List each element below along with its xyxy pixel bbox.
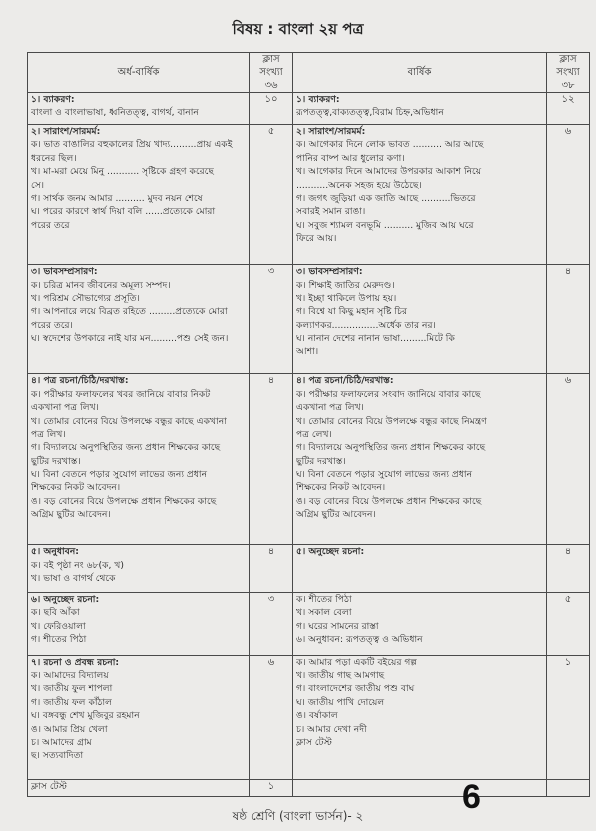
left-topic-cell: [28, 780, 250, 797]
right-topic-cell: [293, 545, 547, 592]
right-topic-cell: [293, 125, 547, 265]
right-class-count: ৪: [547, 265, 590, 374]
right-topic-cell: [293, 592, 547, 655]
left-topic-line: খ। মা-মরা মেয়ে মিনু ........... সৃষ্টিকে গ্রহণ করেছে: [31, 166, 214, 178]
left-topic-line: ২। সারাংশ/সারমর্ম:: [31, 126, 101, 138]
left-topic-line: ধরনের ছিল।: [31, 152, 77, 164]
left-class-count: ৫: [250, 125, 293, 265]
left-topic-line: খ। পরিশ্রম সৌভাগ্যের প্রসূতি।: [31, 292, 140, 304]
table-row: [28, 93, 590, 125]
left-topic-line: শিক্ষকের নিকট আবেদন।: [31, 482, 121, 494]
right-topic-line: পত্র লেখ।: [296, 428, 332, 440]
left-topic-line: গ। বিদ্যালয়ে অনুপস্থিতির জন্য প্রধান শিক্ষকের কাছে: [31, 442, 221, 454]
left-topic-line: গ। জাতীয় ফল কাঁঠাল: [31, 696, 112, 708]
left-topic-line: ক। পরীক্ষার ফলাফলের খবর জানিয়ে বাবার নিকট: [31, 388, 211, 400]
page-title: বিষয় : বাংলা ২য় পত্র: [232, 20, 364, 38]
left-topic-line: ছ। সত্যবাদিতা: [31, 750, 84, 762]
class-count-header-left: ক্লাস সংখ্যা ৩৬: [250, 53, 293, 93]
right-topic-line: খ। জাতীয় গাছ আমগাছ: [296, 670, 385, 682]
right-topic-line: [296, 780, 543, 793]
right-topic-line: পানির বাষ্প আর ধুলোর কণা।: [296, 152, 405, 164]
right-topic-line: ৬। অনুধাবন: রূপতত্ত্ব ও অভিধান: [296, 633, 423, 645]
right-topic-line: ক। পরীক্ষার ফলাফলের সংবাদ জানিয়ে বাবার কাছে: [296, 388, 481, 400]
left-topic-cell: [28, 655, 250, 780]
right-topic-line: ১। ব্যাকরণ:: [296, 94, 340, 105]
left-topic-cell: [28, 265, 250, 374]
left-class-count: ৩: [250, 592, 293, 655]
right-topic-line: গ। জগৎ জুড়িয়া এক জাতি আছে ..........ভিতরে: [296, 192, 476, 204]
right-topic-line: ...........অনেক সহজ হয়ে উঠেছে।: [296, 179, 422, 191]
left-topic-line: ৭। রচনা ও প্রবন্ধ রচনা:: [31, 656, 120, 668]
right-class-count: ৬: [547, 125, 590, 265]
left-topic-line: ক। বই পৃষ্ঠা নং ৬৮(ক, খ): [31, 559, 125, 571]
left-topic-cell: [28, 592, 250, 655]
right-topic-line: ক্লাস টেস্ট: [296, 737, 332, 749]
left-topic-line: ক্লাস টেস্ট: [31, 781, 67, 793]
right-topic-line: একখানা পত্র লিখ।: [296, 402, 364, 414]
right-topic-cell: [293, 374, 547, 545]
right-topic-line: খ। আগেকার দিনে আমাদের উপরকার আকাশ নিয়ে: [296, 166, 482, 178]
right-class-count: ৪: [547, 545, 590, 592]
right-class-count: ১২: [547, 93, 590, 125]
left-topic-line: সে।: [31, 179, 45, 191]
right-topic-line: ফিরে আয়।: [296, 233, 337, 245]
right-topic-line: ক। শিক্ষাই জাতির মেরুদণ্ড।: [296, 279, 395, 291]
left-topic-line: পরের তরে: [31, 219, 70, 231]
right-topic-line: খ। সকাল বেলা: [296, 607, 352, 619]
left-topic-line: ৪। পত্র রচনা/চিঠি/দরখাস্ত:: [31, 375, 129, 387]
left-topic-line: ছুটির দরখাস্ত।: [31, 455, 81, 467]
right-topic-line: ৫। অনুচ্ছেদ রচনা:: [296, 546, 365, 558]
left-topic-line: অগ্রিম ছুটির আবেদন।: [31, 509, 111, 521]
table-header-row: [28, 53, 590, 93]
right-topic-line: ছুটির দরখাস্ত।: [296, 455, 346, 467]
left-topic-line: ১। ব্যাকরণ:: [31, 94, 75, 105]
left-topic-line: গ। শীতের পিঠা: [31, 633, 87, 645]
left-topic-line: একখানা পত্র লিখ।: [31, 402, 99, 414]
right-class-count: ৫: [547, 592, 590, 655]
right-topic-line: ঘ। সবুজ শ্যামল বনভূমি .......... মুজিব আয় ঘরে: [296, 219, 474, 231]
left-topic-line: ঘ। পরের কারণে স্বার্থ দিয়া বলি ......প্রত্যেকে মোরা: [31, 206, 216, 218]
left-topic-line: খ। ফেরিওয়ালা: [31, 620, 86, 632]
left-topic-line: ঘ। বিনা বেতনে পড়ার সুযোগ লাভের জন্য প্রধান: [31, 469, 208, 481]
right-topic-line: চ। আমার দেখা নদী: [296, 723, 367, 735]
left-topic-line: ঙ। আমার প্রিয় খেলা: [31, 723, 108, 735]
right-topic-line: ক। আগেকার দিনে লোক ভাবত .......... আর আছে: [296, 139, 484, 151]
left-topic-cell: [28, 125, 250, 265]
right-topic-line: অগ্রিম ছুটির আবেদন।: [296, 509, 376, 521]
right-topic-line: গ। বিশ্বে যা কিছু মহান সৃষ্টি চির: [296, 306, 408, 318]
table-row: [28, 374, 590, 545]
left-topic-line: ক। চরিত্র মানব জীবনের অমূল্য সম্পদ।: [31, 279, 171, 291]
half-yearly-header: অর্ধ-বার্ষিক: [28, 53, 250, 93]
left-topic-cell: [28, 545, 250, 592]
left-topic-line: খ। জাতীয় ফুল শাপলা: [31, 683, 113, 695]
left-topic-line: চ। আমাদের গ্রাম: [31, 737, 92, 749]
right-topic-line: সবারই সমান রাঙা।: [296, 206, 366, 218]
left-topic-line: খ। ভাষা ও বাগর্থ থেকে: [31, 573, 116, 585]
left-topic-line: বাংলা ও বাংলাভাষা, ধ্বনিতত্ত্ব, বাগর্থ, বানান: [31, 107, 199, 119]
right-topic-line: খ। ইচ্ছা থাকিলে উপায় হয়।: [296, 292, 397, 304]
left-topic-line: ঙ। বড় বোনের বিয়ে উপলক্ষে প্রধান শিক্ষকের কাছে: [31, 495, 217, 507]
left-topic-line: ৫। অনুধাবন:: [31, 546, 79, 558]
right-topic-line: ৪। পত্র রচনা/চিঠি/দরখাস্ত:: [296, 375, 394, 387]
right-class-count: ১: [547, 655, 590, 780]
table-row: [28, 125, 590, 265]
right-topic-line: ক। আমার পড়া একটি বইয়ের গল্প: [296, 656, 417, 668]
right-topic-line: ঘ। নানান দেশের নানান ভাষা.........মিটে কি: [296, 333, 455, 345]
table-row: [28, 545, 590, 592]
left-topic-line: ক। ছবি আঁকা: [31, 607, 80, 619]
left-class-count: ৩: [250, 265, 293, 374]
table-row: [28, 592, 590, 655]
right-topic-line: ক। শীতের পিঠা: [296, 593, 352, 605]
right-topic-line: ঘ। বিনা বেতনে পড়ার সুযোগ লাভের জন্য প্রধান: [296, 469, 473, 481]
left-topic-cell: [28, 93, 250, 125]
right-topic-line: গ। ঘরের সামনের রাস্তা: [296, 620, 379, 632]
right-class-count: ৬: [547, 374, 590, 545]
left-class-count: ৪: [250, 374, 293, 545]
left-topic-cell: [28, 374, 250, 545]
right-class-count: [547, 780, 590, 797]
yearly-header: বার্ষিক: [293, 53, 547, 93]
left-class-count: ১: [250, 780, 293, 797]
syllabus-table: [27, 52, 590, 797]
left-topic-line: পরের তরে।: [31, 319, 73, 331]
table-row: [28, 655, 590, 780]
right-topic-cell: [293, 655, 547, 780]
left-class-count: ৬: [250, 655, 293, 780]
right-topic-line: কল্যাণকর................অর্ধেক তার নর।: [296, 319, 436, 331]
left-topic-line: ক। আমাদের বিদ্যালয়: [31, 670, 109, 682]
table-row: [28, 780, 590, 797]
left-class-count: ১০: [250, 93, 293, 125]
right-topic-cell: [293, 780, 547, 797]
right-topic-line: ঙ। বড় বোনের বিয়ে উপলক্ষে প্রধান শিক্ষকের কাছে: [296, 495, 482, 507]
left-topic-line: ক। ভাত বাঙালির বহুকালের প্রিয় খাদ্য.........প্রায় একই: [31, 139, 233, 151]
left-topic-line: ৩। ভাবসম্প্রসারণ:: [31, 266, 98, 278]
page-footer: ষষ্ঠ শ্রেণি (বাংলা ভার্সন)- ২: [232, 809, 364, 823]
right-topic-line: গ। বিদ্যালয়ে অনুপস্থিতির জন্য প্রধান শিক্ষকের কাছে: [296, 442, 486, 454]
left-topic-line: ৬। অনুচ্ছেদ রচনা:: [31, 593, 100, 605]
left-topic-line: গ। আপনারে লয়ে বিব্রত রহিতে .........প্রত্যেকে মোরা: [31, 306, 228, 318]
left-topic-line: ঘ। বঙ্গবন্ধু শেখ মুজিবুর রহমান: [31, 710, 140, 722]
right-topic-line: খ। তোমার বোনের বিয়ে উপলক্ষে বন্ধুর কাছে নিমন্ত্রণ: [296, 415, 487, 427]
right-topic-line: ৩। ভাবসম্প্রসারণ:: [296, 266, 363, 278]
right-topic-line: শিক্ষকের নিকট আবেদন।: [296, 482, 386, 494]
right-topic-line: গ। বাংলাদেশের জাতীয় পশু বাঘ: [296, 683, 415, 695]
right-topic-line: রূপতত্ত্ব,বাক্যতত্ত্ব,বিরাম চিহ্ন,অভিধান: [296, 107, 444, 119]
class-count-header-right: ক্লাস সংখ্যা ৩৮: [547, 53, 590, 93]
left-topic-line: খ। তোমার বোনের বিয়ে উপলক্ষে বন্ধুর কাছে একখানা: [31, 415, 227, 427]
left-class-count: ৪: [250, 545, 293, 592]
page-number: 6: [462, 778, 481, 816]
left-topic-line: গ। সার্থক জনম আমার .......... মুদব নয়ন শেষে: [31, 192, 203, 204]
right-topic-line: আশা।: [296, 346, 319, 358]
right-topic-line: ঘ। জাতীয় পাখি দোয়েল: [296, 696, 385, 708]
right-topic-cell: [293, 93, 547, 125]
right-topic-cell: [293, 265, 547, 374]
left-topic-line: পত্র লিখ।: [31, 428, 66, 440]
right-topic-line: ২। সারাংশ/সারমর্ম:: [296, 126, 366, 138]
table-row: [28, 265, 590, 374]
left-topic-line: ঘ। স্বদেশের উপকারে নাই যার মন.........পশু সেই জন।: [31, 333, 229, 345]
right-topic-line: ঙ। বর্ষাকাল: [296, 710, 338, 722]
